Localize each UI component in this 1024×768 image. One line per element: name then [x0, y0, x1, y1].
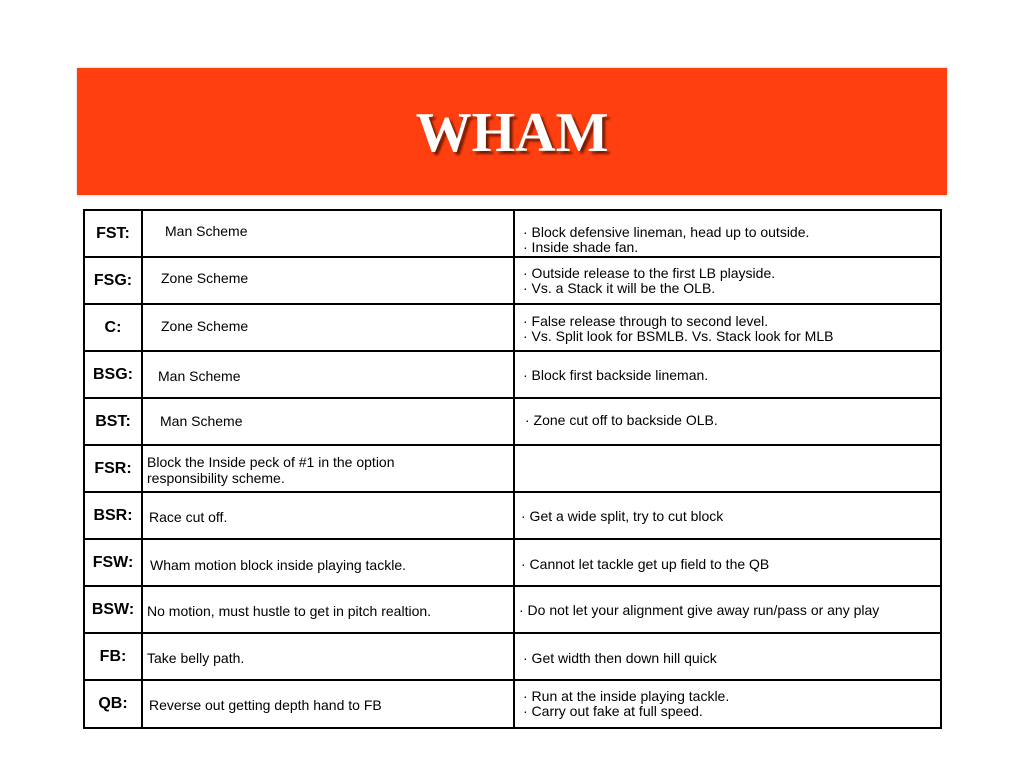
scheme-text: Block the Inside peck of #1 in the option responsibility scheme.	[147, 454, 395, 486]
scheme-text: Man Scheme	[158, 368, 241, 384]
position-label: FB:	[85, 634, 143, 679]
scheme-text: Man Scheme	[160, 413, 243, 429]
note-line: · Get a wide split, try to cut block	[521, 508, 724, 524]
position-label: FSG:	[85, 258, 143, 303]
scheme-text: Take belly path.	[147, 650, 245, 666]
position-label: BST:	[85, 399, 143, 444]
scheme-text: Reverse out getting depth hand to FB	[149, 697, 382, 713]
position-label: BSR:	[85, 493, 143, 538]
note-line: · Vs. Split look for BSMLB. Vs. Stack look for MLB	[523, 328, 834, 344]
assignment-table	[83, 209, 942, 729]
position-label: BSG:	[85, 352, 143, 397]
notes-cell	[515, 634, 940, 679]
scheme-text: Race cut off.	[149, 509, 228, 525]
scheme-text: No motion, must hustle to get in pitch realtion.	[147, 603, 432, 619]
note-line: · Get width then down hill quick	[523, 650, 717, 666]
scheme-cell	[143, 634, 515, 679]
note-line: · Cannot let tackle get up field to the QB	[521, 556, 770, 572]
note-line: · Carry out fake at full speed.	[523, 703, 703, 719]
scheme-cell	[143, 211, 515, 256]
note-line: · Run at the inside playing tackle.	[523, 688, 730, 704]
table-row	[85, 681, 940, 727]
scheme-cell	[143, 681, 515, 727]
notes-cell	[515, 493, 940, 538]
position-label: QB:	[85, 681, 143, 727]
notes-cell	[515, 446, 940, 491]
table-row	[85, 399, 940, 446]
notes-cell	[515, 258, 940, 303]
scheme-text: Zone Scheme	[161, 270, 249, 286]
table-row	[85, 211, 940, 258]
table-row	[85, 446, 940, 493]
scheme-cell	[143, 446, 515, 491]
position-label: FSR:	[85, 446, 143, 491]
scheme-text: Man Scheme	[165, 223, 248, 239]
scheme-cell	[143, 352, 515, 397]
notes-cell	[515, 305, 940, 350]
note-line: · Zone cut off to backside OLB.	[525, 412, 718, 428]
note-line: · False release through to second level.	[523, 313, 769, 329]
scheme-cell	[143, 587, 515, 632]
table-row	[85, 634, 940, 681]
scheme-cell	[143, 493, 515, 538]
note-line: · Inside shade fan.	[523, 239, 639, 255]
position-label: BSW:	[85, 587, 143, 632]
notes-cell	[515, 587, 954, 632]
position-label: C:	[85, 305, 143, 350]
scheme-text: Zone Scheme	[161, 318, 249, 334]
note-line: · Vs. a Stack it will be the OLB.	[523, 280, 716, 296]
scheme-cell	[143, 540, 515, 585]
position-label: FST:	[85, 211, 143, 256]
table-row	[85, 258, 940, 305]
scheme-text: Wham motion block inside playing tackle.	[150, 557, 407, 573]
note-line: · Do not let your alignment give away run/pass or any play	[519, 602, 880, 618]
table-row	[85, 587, 940, 634]
table-row	[85, 540, 940, 587]
position-label: FSW:	[85, 540, 143, 585]
note-line: · Outside release to the first LB playside.	[523, 265, 776, 281]
table-row	[85, 305, 940, 352]
notes-cell	[515, 399, 940, 444]
notes-cell	[515, 352, 940, 397]
table-row	[85, 352, 940, 399]
notes-cell	[515, 540, 940, 585]
notes-cell	[515, 681, 940, 727]
slide-title: WHAM	[415, 102, 609, 164]
note-line: · Block defensive lineman, head up to outside.	[523, 224, 810, 240]
scheme-cell	[143, 258, 515, 303]
scheme-cell	[143, 305, 515, 350]
note-line: · Block first backside lineman.	[523, 367, 709, 383]
notes-cell	[515, 211, 940, 256]
table-row	[85, 493, 940, 540]
scheme-cell	[143, 399, 515, 444]
